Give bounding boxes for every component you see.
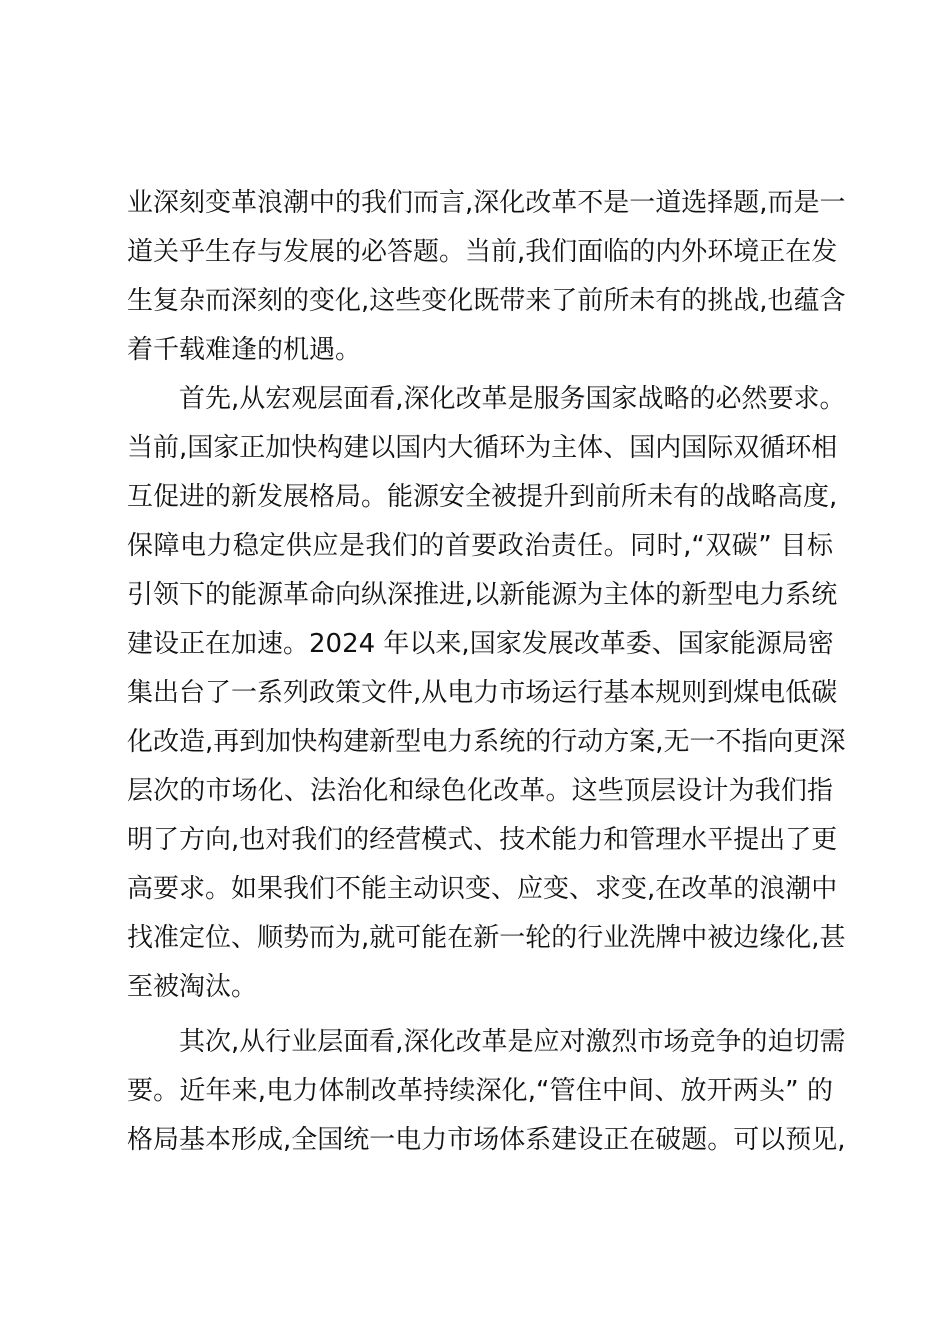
text-line: 明了方向,也对我们的经营模式、技术能力和管理水平提出了更 xyxy=(127,825,838,855)
text-line: 要。近年来,电力体制改革持续深化,“管住中间、放开两头” 的 xyxy=(127,1076,833,1106)
paragraph-macro-level xyxy=(127,375,846,1012)
text-line: 首先,从宏观层面看,深化改革是服务国家战略的必然要求。 xyxy=(179,384,846,414)
text-line: 集出台了一系列政策文件,从电力市场运行基本规则到煤电低碳 xyxy=(127,678,838,708)
paragraph-industry-level xyxy=(127,1018,846,1165)
text-line: 保障电力稳定供应是我们的首要政治责任。同时,“双碳” 目标 xyxy=(127,531,833,561)
text-line: 化改造,再到加快构建新型电力系统的行动方案,无一不指向更深 xyxy=(127,727,846,757)
text-line: 着千载难逢的机遇。 xyxy=(127,335,362,365)
document-body xyxy=(127,179,846,1165)
text-line: 层次的市场化、法治化和绿色化改革。这些顶层设计为我们指 xyxy=(127,776,833,806)
text-line: 建设正在加速。2024 年以来,国家发展改革委、国家能源局密 xyxy=(127,629,834,659)
text-line: 引领下的能源革命向纵深推进,以新能源为主体的新型电力系统 xyxy=(127,580,838,610)
text-line: 其次,从行业层面看,深化改革是应对激烈市场竞争的迫切需 xyxy=(179,1027,846,1057)
text-line: 业深刻变革浪潮中的我们而言,深化改革不是一道选择题,而是一 xyxy=(127,188,846,218)
text-line: 找准定位、顺势而为,就可能在新一轮的行业洗牌中被边缘化,甚 xyxy=(127,923,846,953)
text-line: 至被淘汰。 xyxy=(127,972,258,1002)
text-line: 道关乎生存与发展的必答题。当前,我们面临的内外环境正在发 xyxy=(127,237,838,267)
text-line: 当前,国家正加快构建以国内大循环为主体、国内国际双循环相 xyxy=(127,433,838,463)
text-line: 互促进的新发展格局。能源安全被提升到前所未有的战略高度, xyxy=(127,482,838,512)
paragraph-intro xyxy=(127,179,846,375)
text-line: 生复杂而深刻的变化,这些变化既带来了前所未有的挑战,也蕴含 xyxy=(127,286,846,316)
text-line: 高要求。如果我们不能主动识变、应变、求变,在改革的浪潮中 xyxy=(127,874,838,904)
text-line: 格局基本形成,全国统一电力市场体系建设正在破题。可以预见, xyxy=(127,1125,846,1155)
